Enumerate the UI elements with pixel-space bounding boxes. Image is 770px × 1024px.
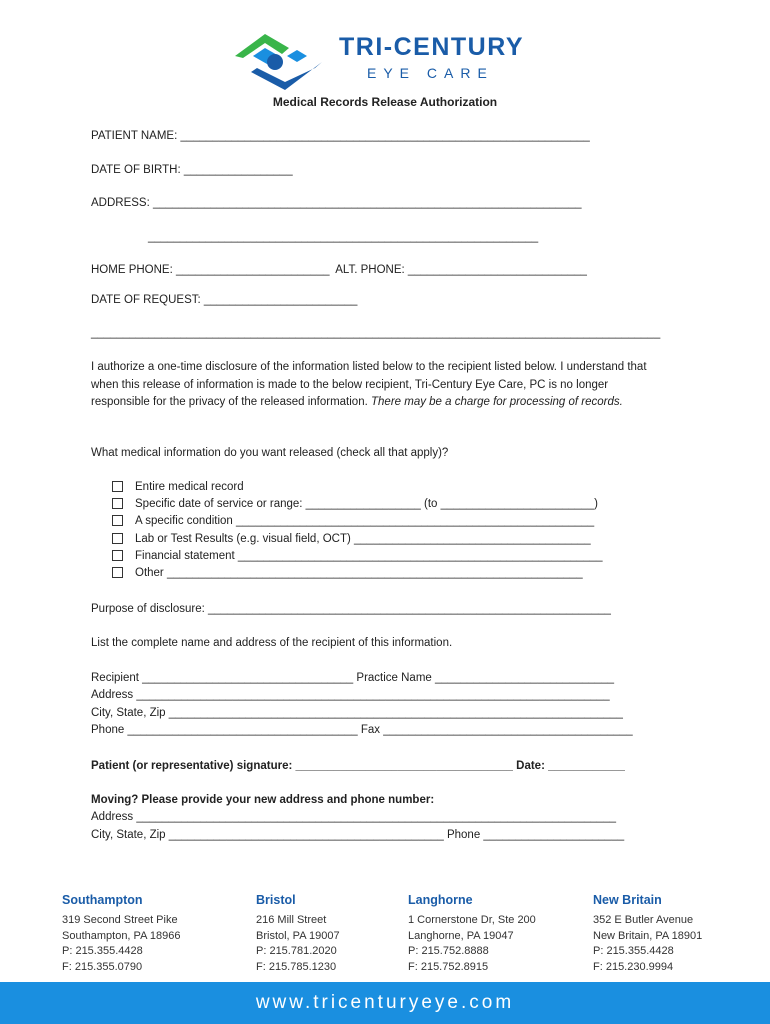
company-logo [227,28,557,90]
office-city: Bristol, PA 19007 [256,929,340,942]
option-label: Specific date of service or range: __________________ (to ________________________) [135,498,598,510]
patient-name-field[interactable]: PATIENT NAME: ________________________________________________________________ [91,130,590,142]
office-name: Langhorne [408,893,473,907]
authorization-paragraph [91,359,651,412]
checkbox-entire-record[interactable] [112,481,123,492]
date-request-field[interactable]: DATE OF REQUEST: ________________________ [91,294,358,306]
new-address-field[interactable]: Address ___________________________________________________________________________ [91,811,617,823]
form-title: Medical Records Release Authorization [272,95,498,109]
checkbox-financial[interactable] [112,550,123,561]
release-question: What medical information do you want released (check all that apply)? [91,447,449,459]
option-label: Entire medical record [135,481,244,493]
checkbox-other[interactable] [112,567,123,578]
signature-field[interactable]: Patient (or representative) signature: __________________________________ Date: ____________ [91,760,625,772]
recipient-city-field[interactable]: City, State, Zip _______________________________________________________________________ [91,707,623,719]
office-fax: F: 215.230.9994 [593,960,674,973]
office-phone: P: 215.752.8888 [408,945,489,957]
phone-fields[interactable]: HOME PHONE: ________________________ ALT. PHONE: ____________________________ [91,264,587,276]
recipient-field[interactable]: Recipient _________________________________ Practice Name ____________________________ [91,672,615,684]
purpose-field[interactable]: Purpose of disclosure: _______________________________________________________________ [91,603,611,615]
office-city: Langhorne, PA 19047 [408,929,514,942]
footer-bar [0,982,770,1024]
option-label: Other _________________________________________________________________ [135,567,583,579]
option-label: Lab or Test Results (e.g. visual field, OCT) _____________________________________ [135,533,591,545]
office-street: 319 Second Street Pike [62,914,178,926]
office-phone: P: 215.355.4428 [62,945,143,957]
office-langhorne [408,893,588,975]
dob-field[interactable]: DATE OF BIRTH: _________________ [91,164,293,176]
logo-subtitle: EYE CARE [367,65,494,81]
address-field[interactable]: ADDRESS: ___________________________________________________________________ [91,197,582,209]
option-label: Financial statement _________________________________________________________ [135,550,603,562]
recipient-prompt: List the complete name and address of the recipient of this information. [91,637,453,649]
office-fax: F: 215.355.0790 [62,960,143,973]
logo-name: TRI-CENTURY [339,33,525,61]
address-line2-field[interactable]: _____________________________________________________________ [148,231,539,243]
authorization-text: I authorize a one-time disclosure of the information listed below to the recipient listed below. I understand that when this release of information is made to the below recipient, Tri-Century Eye Care, PC is no longer responsible for the privacy of the released information. [91,361,647,408]
new-city-field[interactable]: City, State, Zip ___________________________________________ Phone ______________________ [91,829,625,841]
website-link[interactable]: www.tricenturyeye.com [255,992,515,1013]
office-name: Bristol [256,893,296,907]
office-street: 352 E Butler Avenue [593,914,694,926]
divider-line: _________________________________________________________________________________________ [91,327,661,339]
office-city: Southampton, PA 18966 [62,929,181,942]
eye-logo-icon [227,28,327,90]
moving-heading: Moving? Please provide your new address and phone number: [91,794,435,806]
recipient-phone-field[interactable]: Phone ____________________________________ Fax _______________________________________ [91,724,633,736]
office-name: New Britain [593,893,662,907]
office-fax: F: 215.752.8915 [408,960,489,973]
office-fax: F: 215.785.1230 [256,960,337,973]
office-phone: P: 215.781.2020 [256,945,337,957]
office-city: New Britain, PA 18901 [593,929,703,942]
option-label: A specific condition ________________________________________________________ [135,515,595,527]
office-phone: P: 215.355.4428 [593,945,674,957]
checkbox-date-range[interactable] [112,498,123,509]
office-street: 216 Mill Street [256,914,327,926]
recipient-address-field[interactable]: Address __________________________________________________________________________ [91,689,610,701]
office-street: 1 Cornerstone Dr, Ste 200 [408,914,536,926]
office-name: Southampton [62,893,143,907]
checkbox-lab-results[interactable] [112,533,123,544]
office-new-britain [593,893,763,975]
office-southampton [62,893,242,975]
checkbox-condition[interactable] [112,515,123,526]
charge-notice: There may be a charge for processing of records. [371,396,623,408]
